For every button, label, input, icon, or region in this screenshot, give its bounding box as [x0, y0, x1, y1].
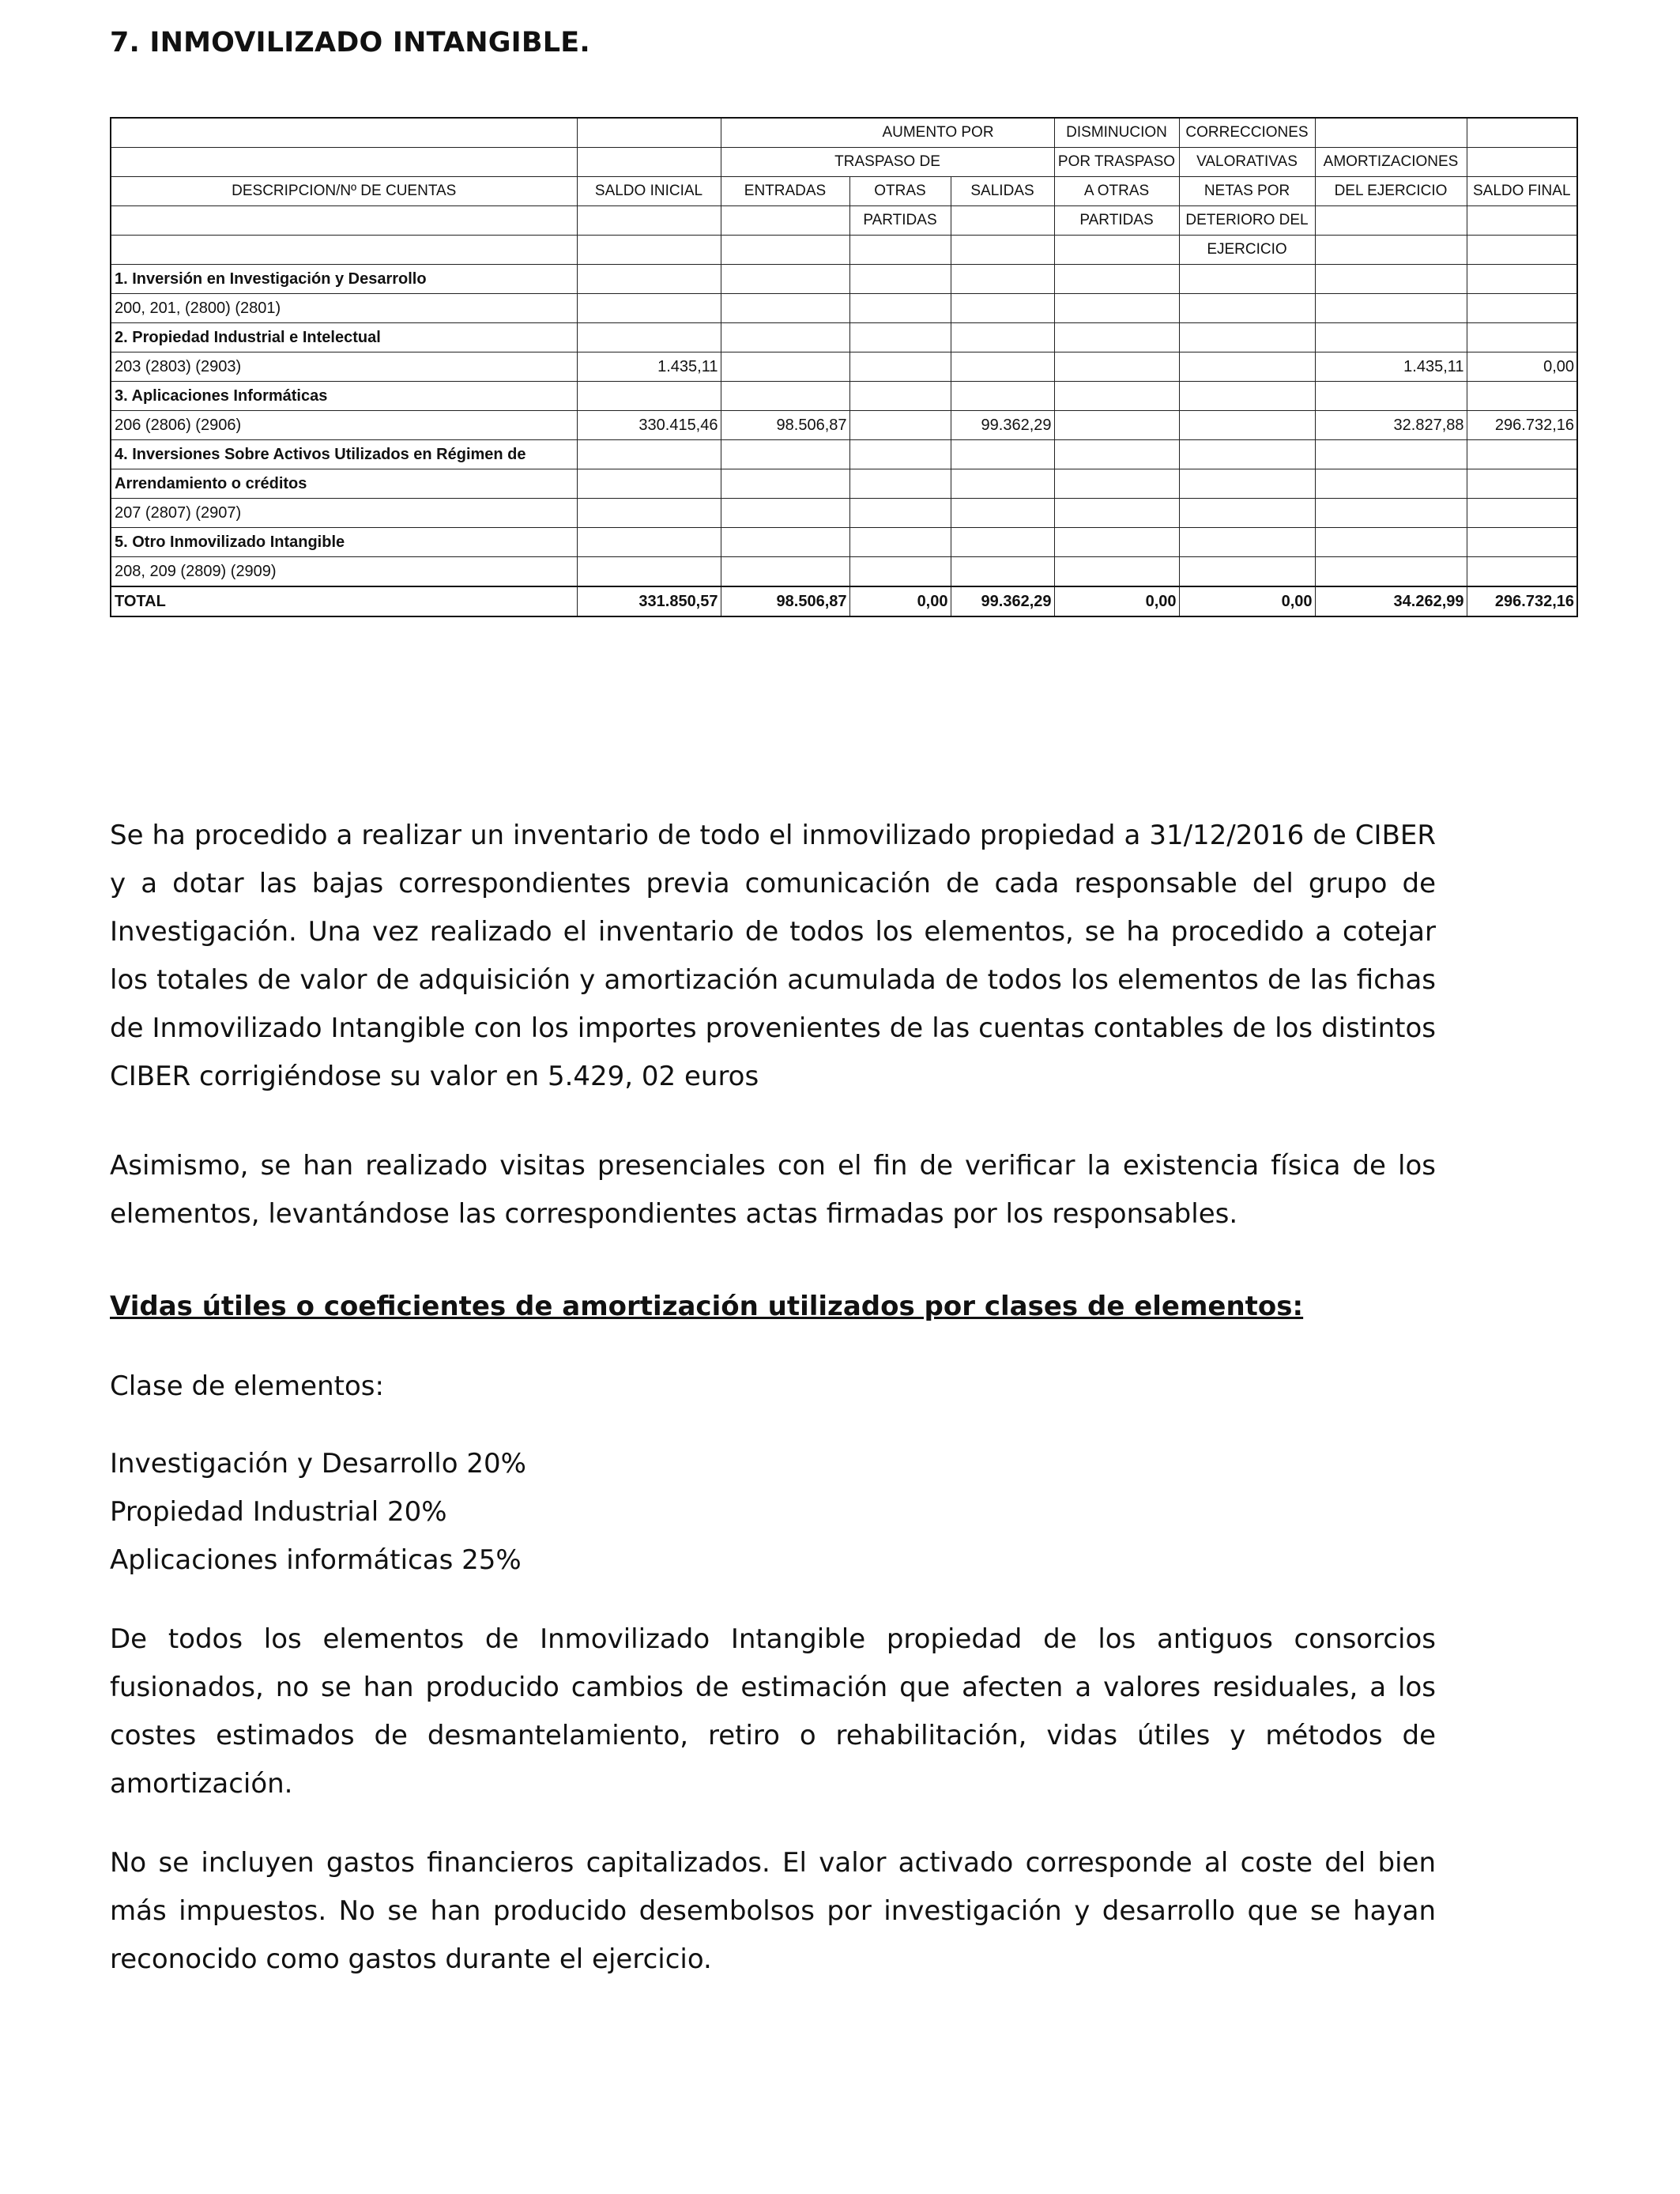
- table-row: [111, 411, 1577, 440]
- salidas-value: 99.362,29: [951, 411, 1054, 440]
- total-netas: 0,00: [1179, 586, 1315, 616]
- account-label: 207 (2807) (2907): [111, 499, 577, 528]
- amortizaciones-value: 1.435,11: [1315, 352, 1467, 382]
- saldo-inicial-value: 330.415,46: [577, 411, 721, 440]
- header-a-otras: A OTRAS: [1054, 177, 1179, 206]
- class-item: Aplicaciones informáticas 25%: [110, 1544, 522, 1576]
- header-row: [111, 177, 1577, 206]
- header-aumento: AUMENTO POR: [721, 118, 1054, 148]
- table-row: [111, 440, 1577, 469]
- total-row: [111, 586, 1577, 616]
- account-label: 200, 201, (2800) (2801): [111, 294, 577, 323]
- total-saldo-inicial: 331.850,57: [577, 586, 721, 616]
- header-saldo-inicial: SALDO INICIAL: [577, 177, 721, 206]
- intangible-assets-table: [110, 117, 1578, 617]
- header-row: [111, 236, 1577, 265]
- class-item: Investigación y Desarrollo 20%: [110, 1448, 526, 1480]
- total-a-otras: 0,00: [1054, 586, 1179, 616]
- financial-costs-paragraph: No se incluyen gastos financieros capitalizados. El valor activado corresponde al coste del bien más impuestos. No se han producido desembolsos por investigación y desarrollo que se hayan reconocido como gastos durante el ejercicio.: [110, 1847, 1436, 1975]
- class-item: Propiedad Industrial 20%: [110, 1496, 447, 1528]
- section-label: 5. Otro Inmovilizado Intangible: [111, 528, 577, 557]
- header-row: [111, 148, 1577, 177]
- table-row: [111, 557, 1577, 587]
- header-correcciones: CORRECCIONES: [1179, 118, 1315, 148]
- total-saldo-final: 296.732,16: [1467, 586, 1577, 616]
- table-row: [111, 352, 1577, 382]
- header-otras: OTRAS: [849, 177, 951, 206]
- total-entradas: 98.506,87: [721, 586, 849, 616]
- section-label: 1. Inversión en Investigación y Desarrollo: [111, 265, 577, 294]
- header-disminucion: DISMINUCION: [1054, 118, 1179, 148]
- useful-life-subheading: Vidas útiles o coeficientes de amortización utilizados por clases de elementos:: [110, 1291, 1304, 1322]
- account-label: 203 (2803) (2903): [111, 352, 577, 382]
- table-row: [111, 294, 1577, 323]
- header-entradas: ENTRADAS: [721, 177, 849, 206]
- header-amortizaciones: AMORTIZACIONES: [1315, 148, 1467, 177]
- table-row: [111, 382, 1577, 411]
- header-partidas: PARTIDAS: [1054, 206, 1179, 236]
- header-descripcion: DESCRIPCION/Nº DE CUENTAS: [111, 177, 577, 206]
- visits-paragraph: Asimismo, se han realizado visitas presenciales con el fin de verificar la existencia física de los elementos, levantándose las correspondientes actas firmadas por los responsables.: [110, 1150, 1436, 1230]
- header-partidas: PARTIDAS: [849, 206, 951, 236]
- section-heading: 7. INMOVILIZADO INTANGIBLE.: [110, 27, 590, 58]
- total-label: TOTAL: [111, 586, 577, 616]
- header-salidas: SALIDAS: [951, 177, 1054, 206]
- header-del-ejercicio: DEL EJERCICIO: [1315, 177, 1467, 206]
- table-row: [111, 265, 1577, 294]
- saldo-final-value: 296.732,16: [1467, 411, 1577, 440]
- table-row: [111, 528, 1577, 557]
- section-label: 3. Aplicaciones Informáticas: [111, 382, 577, 411]
- header-ejercicio: EJERCICIO: [1179, 236, 1315, 265]
- entradas-value: 98.506,87: [721, 411, 849, 440]
- section-label: 2. Propiedad Industrial e Intelectual: [111, 323, 577, 352]
- header-valorativas: VALORATIVAS: [1179, 148, 1315, 177]
- total-salidas: 99.362,29: [951, 586, 1054, 616]
- account-label: 208, 209 (2809) (2909): [111, 557, 577, 587]
- header-saldo-final: SALDO FINAL: [1467, 177, 1577, 206]
- account-label: 206 (2806) (2906): [111, 411, 577, 440]
- inventory-paragraph: Se ha procedido a realizar un inventario de todo el inmovilizado propiedad a 31/12/2016 de CIBER y a dotar las bajas correspondientes previa comunicación de cada responsable del grupo de Investigación. Una vez realizado el inventario de todos los elementos, se ha procedido a cotejar los totales de valor de adquisición y amortización acumulada de todos los elementos de las fichas de Inmovilizado Intangible con los importes provenientes de las cuentas contables de los distintos CIBER corrigiéndose su valor en 5.429, 02 euros: [110, 820, 1436, 1092]
- header-por-traspaso: POR TRASPASO: [1054, 148, 1179, 177]
- estimates-paragraph: De todos los elementos de Inmovilizado Intangible propiedad de los antiguos consorcios fusionados, no se han producido cambios de estimación que afecten a valores residuales, a los costes estimados de desmantelamiento, retiro o rehabilitación, vidas útiles y métodos de amortización.: [110, 1623, 1436, 1800]
- total-amortizaciones: 34.262,99: [1315, 586, 1467, 616]
- section-label: Arrendamiento o créditos: [111, 469, 577, 499]
- header-deterioro: DETERIORO DEL: [1179, 206, 1315, 236]
- header-netas-por: NETAS POR: [1179, 177, 1315, 206]
- amortizaciones-value: 32.827,88: [1315, 411, 1467, 440]
- saldo-inicial-value: 1.435,11: [577, 352, 721, 382]
- total-otras: 0,00: [849, 586, 951, 616]
- saldo-final-value: 0,00: [1467, 352, 1577, 382]
- table-row: [111, 469, 1577, 499]
- header-row: [111, 206, 1577, 236]
- section-label: 4. Inversiones Sobre Activos Utilizados en Régimen de: [111, 440, 577, 469]
- class-label: Clase de elementos:: [110, 1370, 384, 1402]
- header-row: [111, 118, 1577, 148]
- table-row: [111, 323, 1577, 352]
- table-row: [111, 499, 1577, 528]
- header-traspaso: TRASPASO DE: [721, 148, 1054, 177]
